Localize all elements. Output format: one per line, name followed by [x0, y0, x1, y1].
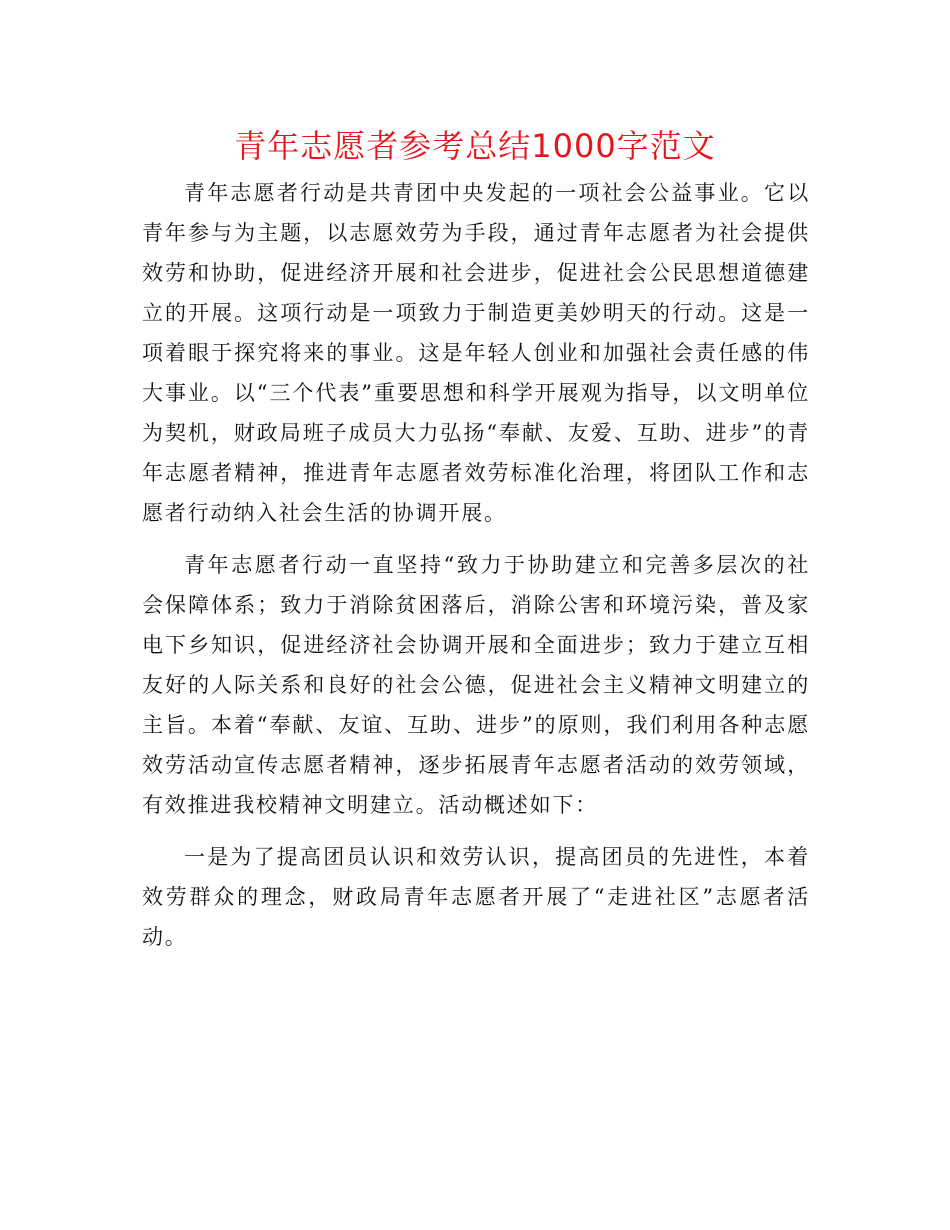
document-title: 青年志愿者参考总结1000字范文: [234, 127, 716, 165]
paragraph-2: 青年志愿者行动一直坚持“致力于协助建立和完善多层次的社会保障体系；致力于消除贫困落后，消除公害和环境污染，普及家电下乡知识，促进经济社会协调开展和全面进步；致力于建立互相友好的人际关系和良好的社会公德，促进社会主义精神文明建立的主旨。本着“奉献、友谊、互助、进步”的原则，我们利用各种志愿效劳活动宣传志愿者精神，逐步拓展青年志愿者活动的效劳领域，有效推进我校精神文明建立。活动概述如下：: [142, 553, 810, 817]
paragraph-3: 一是为了提高团员认识和效劳认识，提高团员的先进性，本着效劳群众的理念，财政局青年志愿者开展了“走进社区”志愿者活动。: [142, 845, 810, 949]
document-body: [142, 173, 810, 969]
paragraph-1: 青年志愿者行动是共青团中央发起的一项社会公益事业。它以青年参与为主题，以志愿效劳为手段，通过青年志愿者为社会提供效劳和协助，促进经济开展和社会进步，促进社会公民思想道德建立的开展。这项行动是一项致力于制造更美妙明天的行动。这是一项着眼于探究将来的事业。这是年轻人创业和加强社会责任感的伟大事业。以“三个代表”重要思想和科学开展观为指导，以文明单位为契机，财政局班子成员大力弘扬“奉献、友爱、互助、进步”的青年志愿者精神，推进青年志愿者效劳标准化治理，将团队工作和志愿者行动纳入社会生活的协调开展。: [142, 181, 810, 525]
